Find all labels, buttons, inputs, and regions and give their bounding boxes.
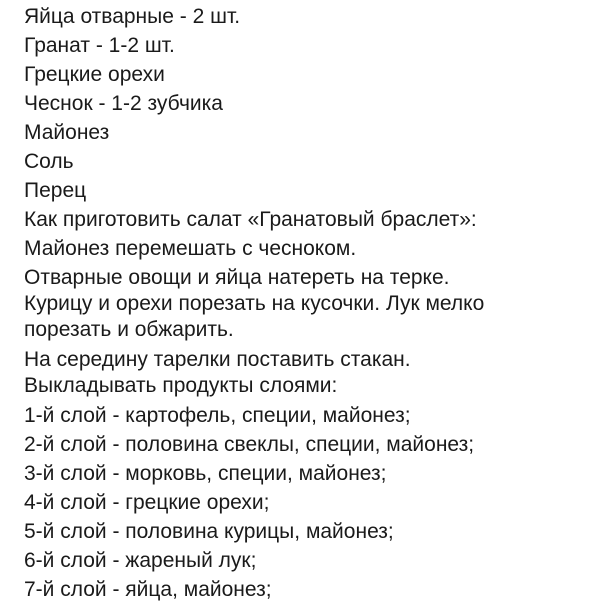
step-line: Майонез перемешать с чесноком. [24, 237, 357, 260]
step-line: На середину тарелки поставить стакан. [24, 348, 411, 371]
layer-line: 5-й слой - половина курицы, майонез; [24, 520, 394, 543]
ingredient-line: Гранат - 1-2 шт. [24, 34, 175, 57]
step-line: Курицу и орехи порезать на кусочки. Лук мелко [24, 292, 485, 315]
ingredient-line: Чеснок - 1-2 зубчика [24, 92, 223, 115]
layer-line: 3-й слой - морковь, специи, майонез; [24, 462, 387, 485]
step-line: порезать и обжарить. [24, 318, 234, 341]
method-heading: Как приготовить салат «Гранатовый браслет»: [24, 208, 477, 231]
recipe-text [24, 0, 594, 604]
layer-line: 1-й слой - картофель, специи, майонез; [24, 404, 411, 427]
layer-line: 7-й слой - яйца, майонез; [24, 578, 272, 601]
layer-line: 6-й слой - жареный лук; [24, 549, 257, 572]
step-line: Выкладывать продукты слоями: [24, 374, 338, 397]
ingredient-line: Яйца отварные - 2 шт. [24, 5, 241, 28]
ingredient-line: Перец [24, 179, 87, 202]
ingredient-line: Грецкие орехи [24, 63, 165, 86]
ingredient-line: Соль [24, 150, 74, 173]
layer-line: 2-й слой - половина свеклы, специи, майонез; [24, 433, 475, 456]
step-line: Отварные овощи и яйца натереть на терке. [24, 266, 450, 289]
layer-line: 4-й слой - грецкие орехи; [24, 491, 270, 514]
ingredient-line: Майонез [24, 121, 110, 144]
